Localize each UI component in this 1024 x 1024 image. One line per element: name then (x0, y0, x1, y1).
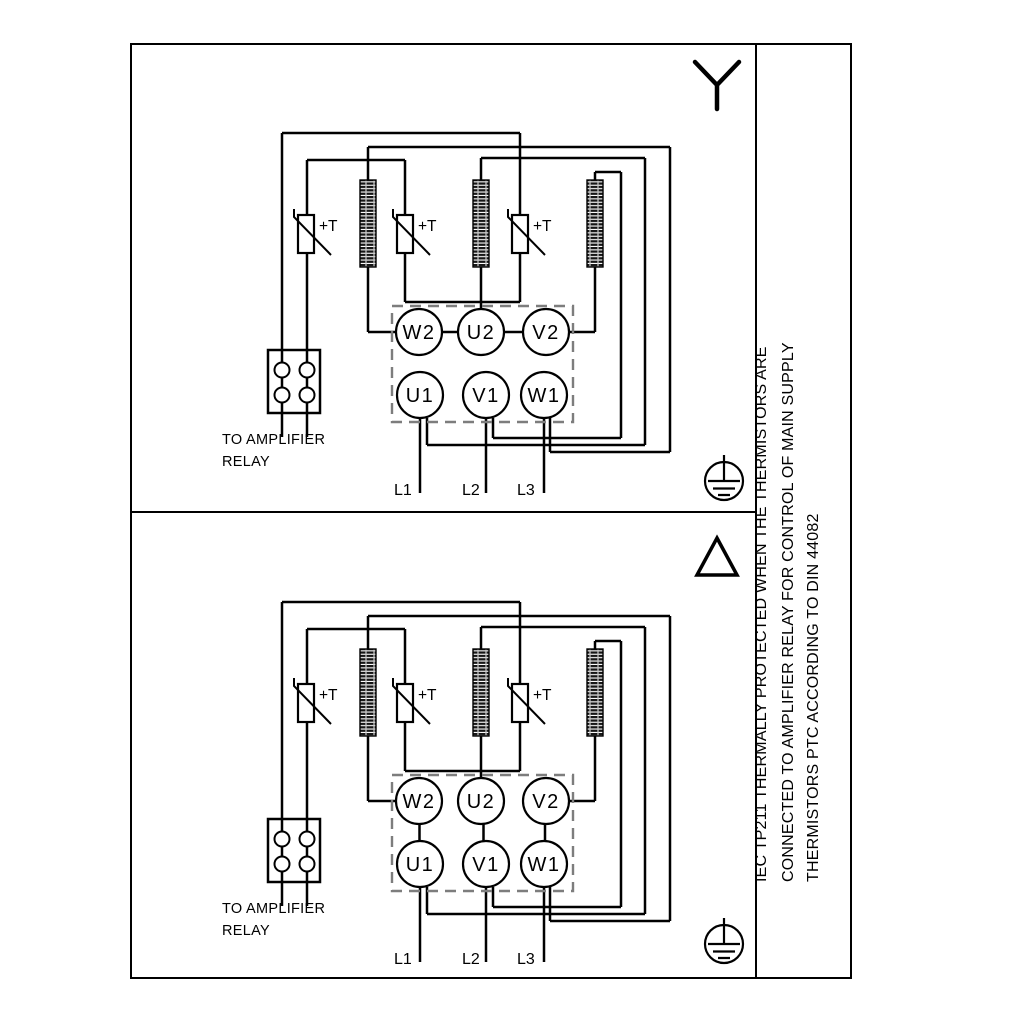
sidebar-note-line2: CONNECTED TO AMPLIFIER RELAY FOR CONTROL OF MAIN SUPPLY (780, 342, 797, 882)
star-connection-icon (695, 62, 739, 109)
thermistor-label-1: +T (319, 687, 338, 704)
star-wiring-svg (130, 43, 755, 511)
supply-label-l2: L2 (462, 951, 480, 968)
protective-earth-icon (705, 918, 743, 963)
amplifier-relay-connector (268, 819, 320, 882)
thermistor-label-2: +T (418, 218, 437, 235)
thermistor-label-3: +T (533, 218, 552, 235)
thermistor-label-3: +T (533, 687, 552, 704)
star-connection-panel (130, 43, 755, 511)
relay-caption-line1: TO AMPLIFIER (222, 901, 326, 917)
protective-earth-icon (705, 455, 743, 500)
supply-label-l1: L1 (394, 951, 412, 968)
delta-wiring-svg (130, 512, 755, 980)
terminal-v1: V1 (472, 854, 500, 876)
terminal-u2: U2 (466, 791, 496, 813)
terminal-v2: V2 (532, 322, 560, 344)
terminal-row-top (396, 309, 569, 355)
amplifier-relay-connector (268, 350, 320, 413)
thermistor-label-1: +T (319, 218, 338, 235)
terminal-row-bottom (397, 372, 567, 418)
supply-label-l1: L1 (394, 482, 412, 499)
relay-caption-line1: TO AMPLIFIER (222, 432, 326, 448)
terminal-v1: V1 (472, 385, 500, 407)
terminal-w1: W1 (527, 385, 561, 407)
thermistor-label-2: +T (418, 687, 437, 704)
terminal-u2: U2 (466, 322, 496, 344)
supply-label-l2: L2 (462, 482, 480, 499)
supply-label-l3: L3 (517, 951, 535, 968)
terminal-u1: U1 (405, 385, 435, 407)
supply-label-l3: L3 (517, 482, 535, 499)
sidebar-note-line1: IEC TP211 THERMALLY PROTECTED WHEN THE THERMISTORS ARE (753, 346, 770, 882)
delta-connection-icon (697, 538, 737, 575)
relay-caption-line2: RELAY (222, 923, 270, 939)
sidebar-note-line3: THERMISTORS PTC ACCORDING TO DIN 44082 (805, 513, 822, 882)
relay-caption-line2: RELAY (222, 454, 270, 470)
delta-connection-panel (130, 512, 755, 980)
terminal-v2: V2 (532, 791, 560, 813)
terminal-w1: W1 (527, 854, 561, 876)
terminal-w2: W2 (402, 791, 436, 813)
terminal-row-top (396, 778, 569, 824)
terminal-u1: U1 (405, 854, 435, 876)
terminal-row-bottom (397, 841, 567, 887)
terminal-w2: W2 (402, 322, 436, 344)
